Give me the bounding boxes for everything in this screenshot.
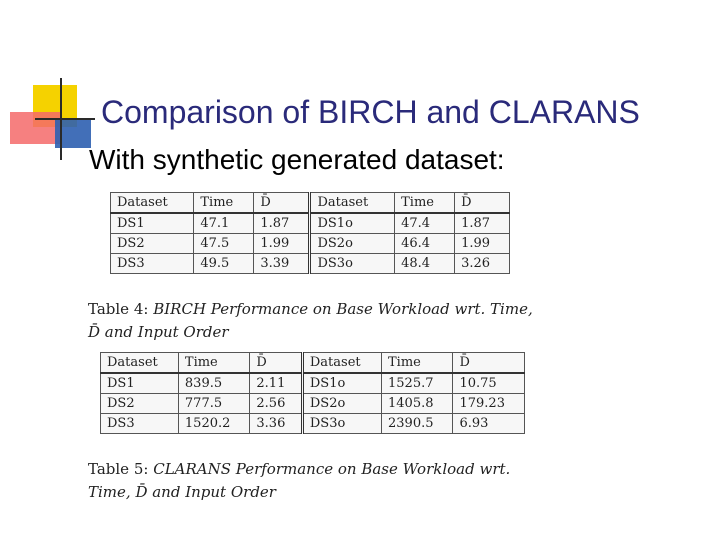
table-cell: 6.93: [453, 414, 525, 434]
table-row: [101, 373, 525, 394]
header-cell: D̄: [254, 193, 310, 214]
table-cell: DS1: [101, 373, 179, 394]
table-cell: 1.87: [254, 213, 310, 234]
table-cell: 179.23: [453, 394, 525, 414]
table-cell: 839.5: [178, 373, 249, 394]
slide-title: Comparison of BIRCH and CLARANS: [101, 94, 640, 130]
caption-label: Table 5:: [88, 460, 149, 478]
table-cell: DS2o: [302, 394, 381, 414]
header-cell: D̄: [455, 193, 510, 214]
table-row: [111, 213, 510, 234]
header-cell: Dataset: [310, 193, 395, 214]
caption-text: BIRCH Performance on Base Workload wrt. Time, D̄ and Input Order: [88, 300, 533, 341]
slide-subtitle: With synthetic generated dataset:: [89, 144, 505, 175]
table-cell: 1.99: [455, 234, 510, 254]
table-cell: DS3o: [302, 414, 381, 434]
table-cell: 2.56: [250, 394, 302, 414]
table-header-row: [111, 193, 510, 214]
header-cell: Dataset: [302, 353, 381, 374]
table-cell: DS2o: [310, 234, 395, 254]
table-row: [111, 254, 510, 274]
table-row: [101, 414, 525, 434]
decor-red-square: [10, 112, 60, 144]
table-cell: 2390.5: [382, 414, 453, 434]
table-cell: DS3: [101, 414, 179, 434]
header-cell: Time: [395, 193, 455, 214]
table-cell: DS1o: [310, 213, 395, 234]
header-cell: Dataset: [111, 193, 194, 214]
table-cell: 3.39: [254, 254, 310, 274]
table-cell: 1405.8: [382, 394, 453, 414]
header-cell: Time: [178, 353, 249, 374]
header-cell: Time: [382, 353, 453, 374]
table-cell: 3.26: [455, 254, 510, 274]
table-cell: 777.5: [178, 394, 249, 414]
table-cell: DS3: [111, 254, 194, 274]
table-row: [111, 234, 510, 254]
clarans-table: [100, 352, 525, 434]
table-cell: 47.4: [395, 213, 455, 234]
table-cell: 1.87: [455, 213, 510, 234]
table-cell: 10.75: [453, 373, 525, 394]
table-cell: 47.1: [194, 213, 254, 234]
table-cell: 1.99: [254, 234, 310, 254]
table-cell: DS3o: [310, 254, 395, 274]
decor-horizontal-line: [35, 118, 95, 120]
table-cell: DS2: [101, 394, 179, 414]
birch-table: [110, 192, 510, 274]
table-cell: 1525.7: [382, 373, 453, 394]
header-cell: D̄: [250, 353, 302, 374]
table-cell: DS1: [111, 213, 194, 234]
table-cell: 2.11: [250, 373, 302, 394]
table-cell: DS1o: [302, 373, 381, 394]
table-cell: 49.5: [194, 254, 254, 274]
caption-text: CLARANS Performance on Base Workload wrt. Time, D̄ and Input Order: [88, 460, 511, 501]
caption-label: Table 4:: [88, 300, 149, 318]
table-header-row: [101, 353, 525, 374]
header-cell: Dataset: [101, 353, 179, 374]
table-cell: 46.4: [395, 234, 455, 254]
table-cell: 47.5: [194, 234, 254, 254]
table-cell: 48.4: [395, 254, 455, 274]
table-cell: 1520.2: [178, 414, 249, 434]
birch-table-caption: [88, 298, 548, 344]
table-cell: DS2: [111, 234, 194, 254]
table-row: [101, 394, 525, 414]
clarans-table-caption: [88, 458, 548, 504]
table-cell: 3.36: [250, 414, 302, 434]
header-cell: Time: [194, 193, 254, 214]
header-cell: D̄: [453, 353, 525, 374]
